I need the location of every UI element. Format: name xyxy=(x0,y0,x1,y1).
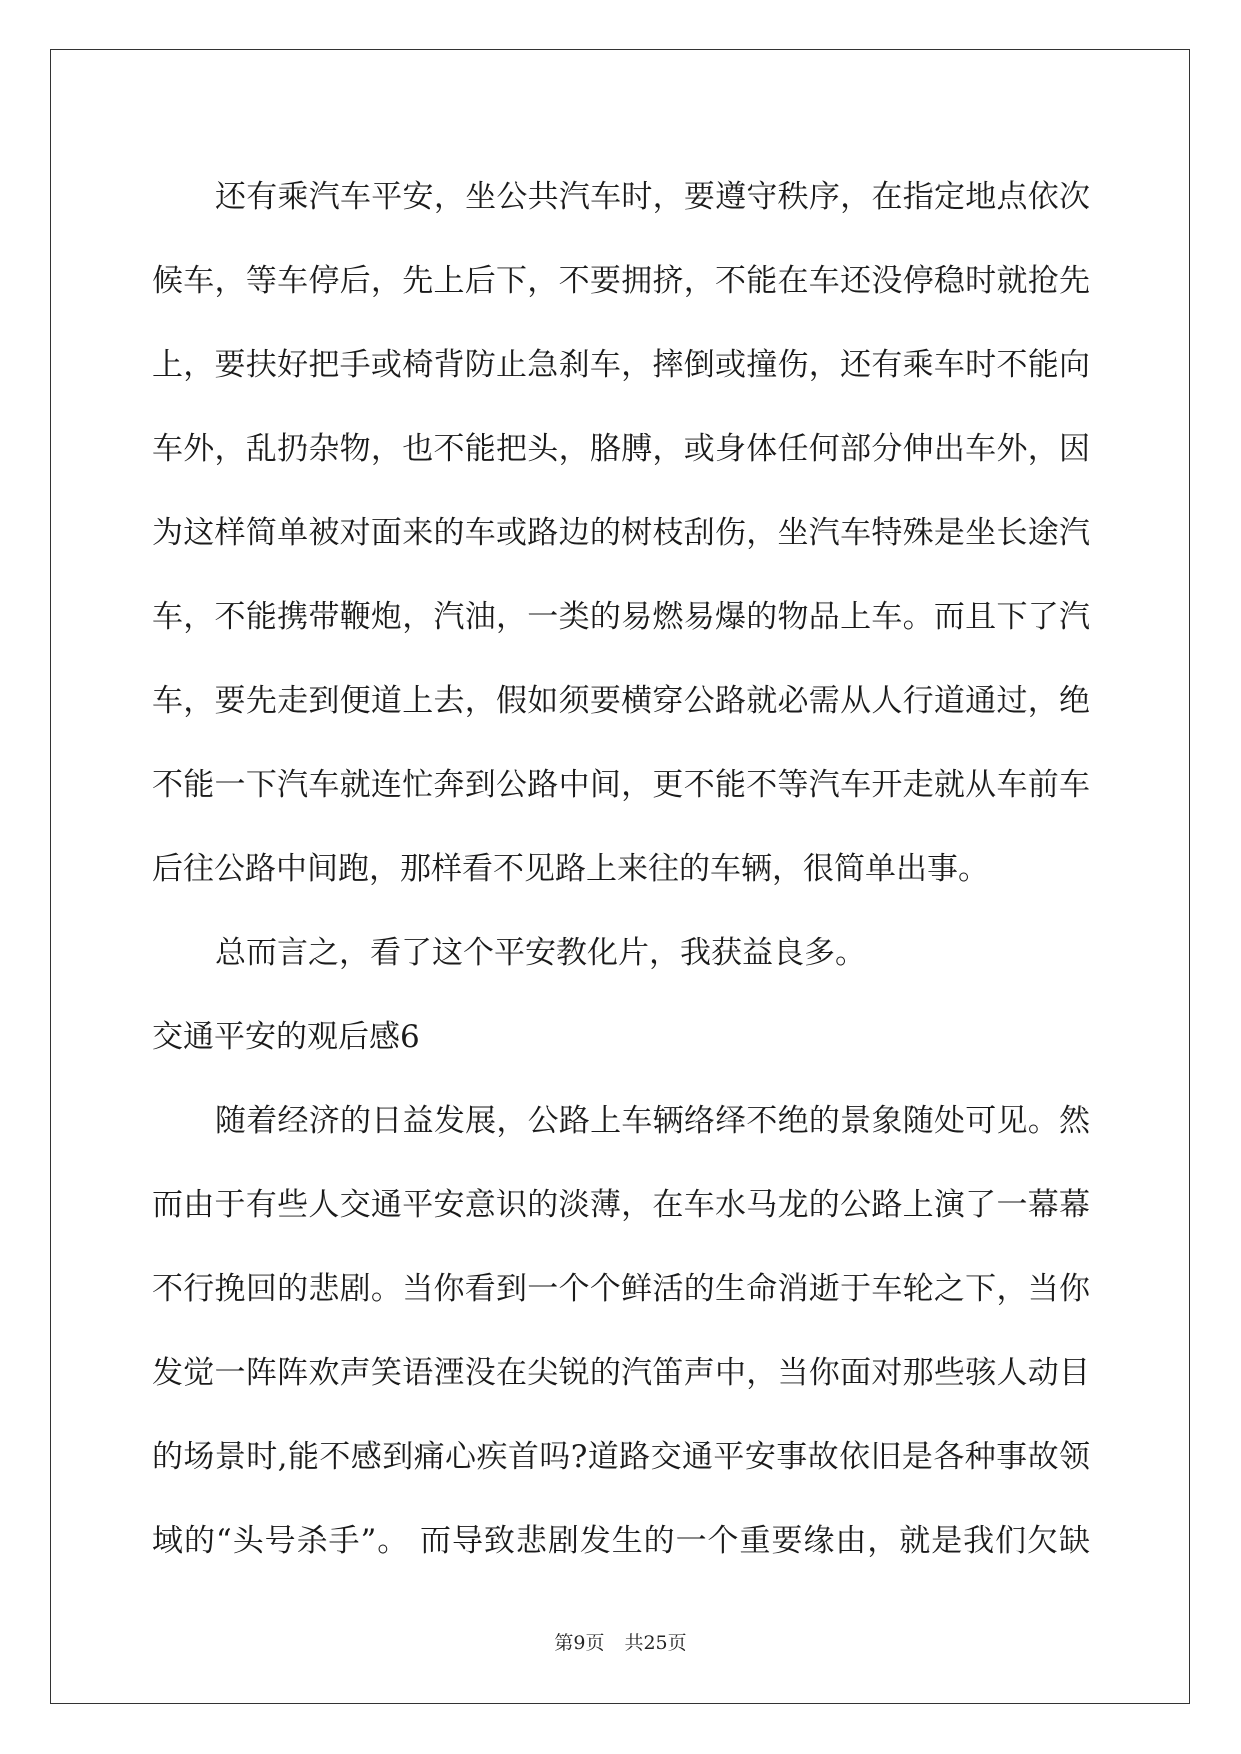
text-line: 不行挽回的悲剧。当你看到一个个鲜活的生命消逝于车轮之下，当你 xyxy=(152,1271,1090,1307)
text-line: 的场景时,能不感到痛心疾首吗?道路交通平安事故依旧是各种事故领 xyxy=(152,1439,1090,1475)
document-body xyxy=(152,155,1090,1583)
text-line: 域的“头号杀手”。 而导致悲剧发生的一个重要缘由，就是我们欠缺 xyxy=(152,1523,1090,1559)
text-line: 后往公路中间跑，那样看不见路上来往的车辆，很简单出事。 xyxy=(152,851,989,887)
text-line: 不能一下汽车就连忙奔到公路中间，更不能不等汽车开走就从车前车 xyxy=(152,767,1090,803)
text-line: 候车，等车停后，先上后下，不要拥挤，不能在车还没停稳时就抢先 xyxy=(152,263,1090,299)
paragraph-1 xyxy=(152,155,1090,911)
paragraph-2: 总而言之，看了这个平安教化片，我获益良多。 xyxy=(215,935,866,971)
text-line: 车，要先走到便道上去，假如须要横穿公路就必需从人行道通过，绝 xyxy=(152,683,1090,719)
text-line: 发觉一阵阵欢声笑语湮没在尖锐的汽笛声中，当你面对那些骇人动目 xyxy=(152,1355,1090,1391)
paragraph-3 xyxy=(152,1079,1090,1583)
section-heading: 交通平安的观后感6 xyxy=(152,1019,420,1055)
text-line: 随着经济的日益发展，公路上车辆络绎不绝的景象随处可见。然 xyxy=(215,1103,1090,1139)
text-line: 上，要扶好把手或椅背防止急刹车，摔倒或撞伤，还有乘车时不能向 xyxy=(152,347,1090,383)
text-line: 而由于有些人交通平安意识的淡薄，在车水马龙的公路上演了一幕幕 xyxy=(152,1187,1090,1223)
page-total: 共25页 xyxy=(624,1632,687,1654)
text-line: 为这样简单被对面来的车或路边的树枝刮伤，坐汽车特殊是坐长途汽 xyxy=(152,515,1090,551)
page-footer xyxy=(0,1628,1241,1655)
text-line: 车，不能携带鞭炮，汽油，一类的易燃易爆的物品上车。而且下了汽 xyxy=(152,599,1090,635)
text-line: 还有乘汽车平安，坐公共汽车时，要遵守秩序，在指定地点依次 xyxy=(215,179,1090,215)
page-number: 第9页 xyxy=(554,1632,605,1654)
text-line: 车外，乱扔杂物，也不能把头，胳膊，或身体任何部分伸出车外，因 xyxy=(152,431,1090,467)
